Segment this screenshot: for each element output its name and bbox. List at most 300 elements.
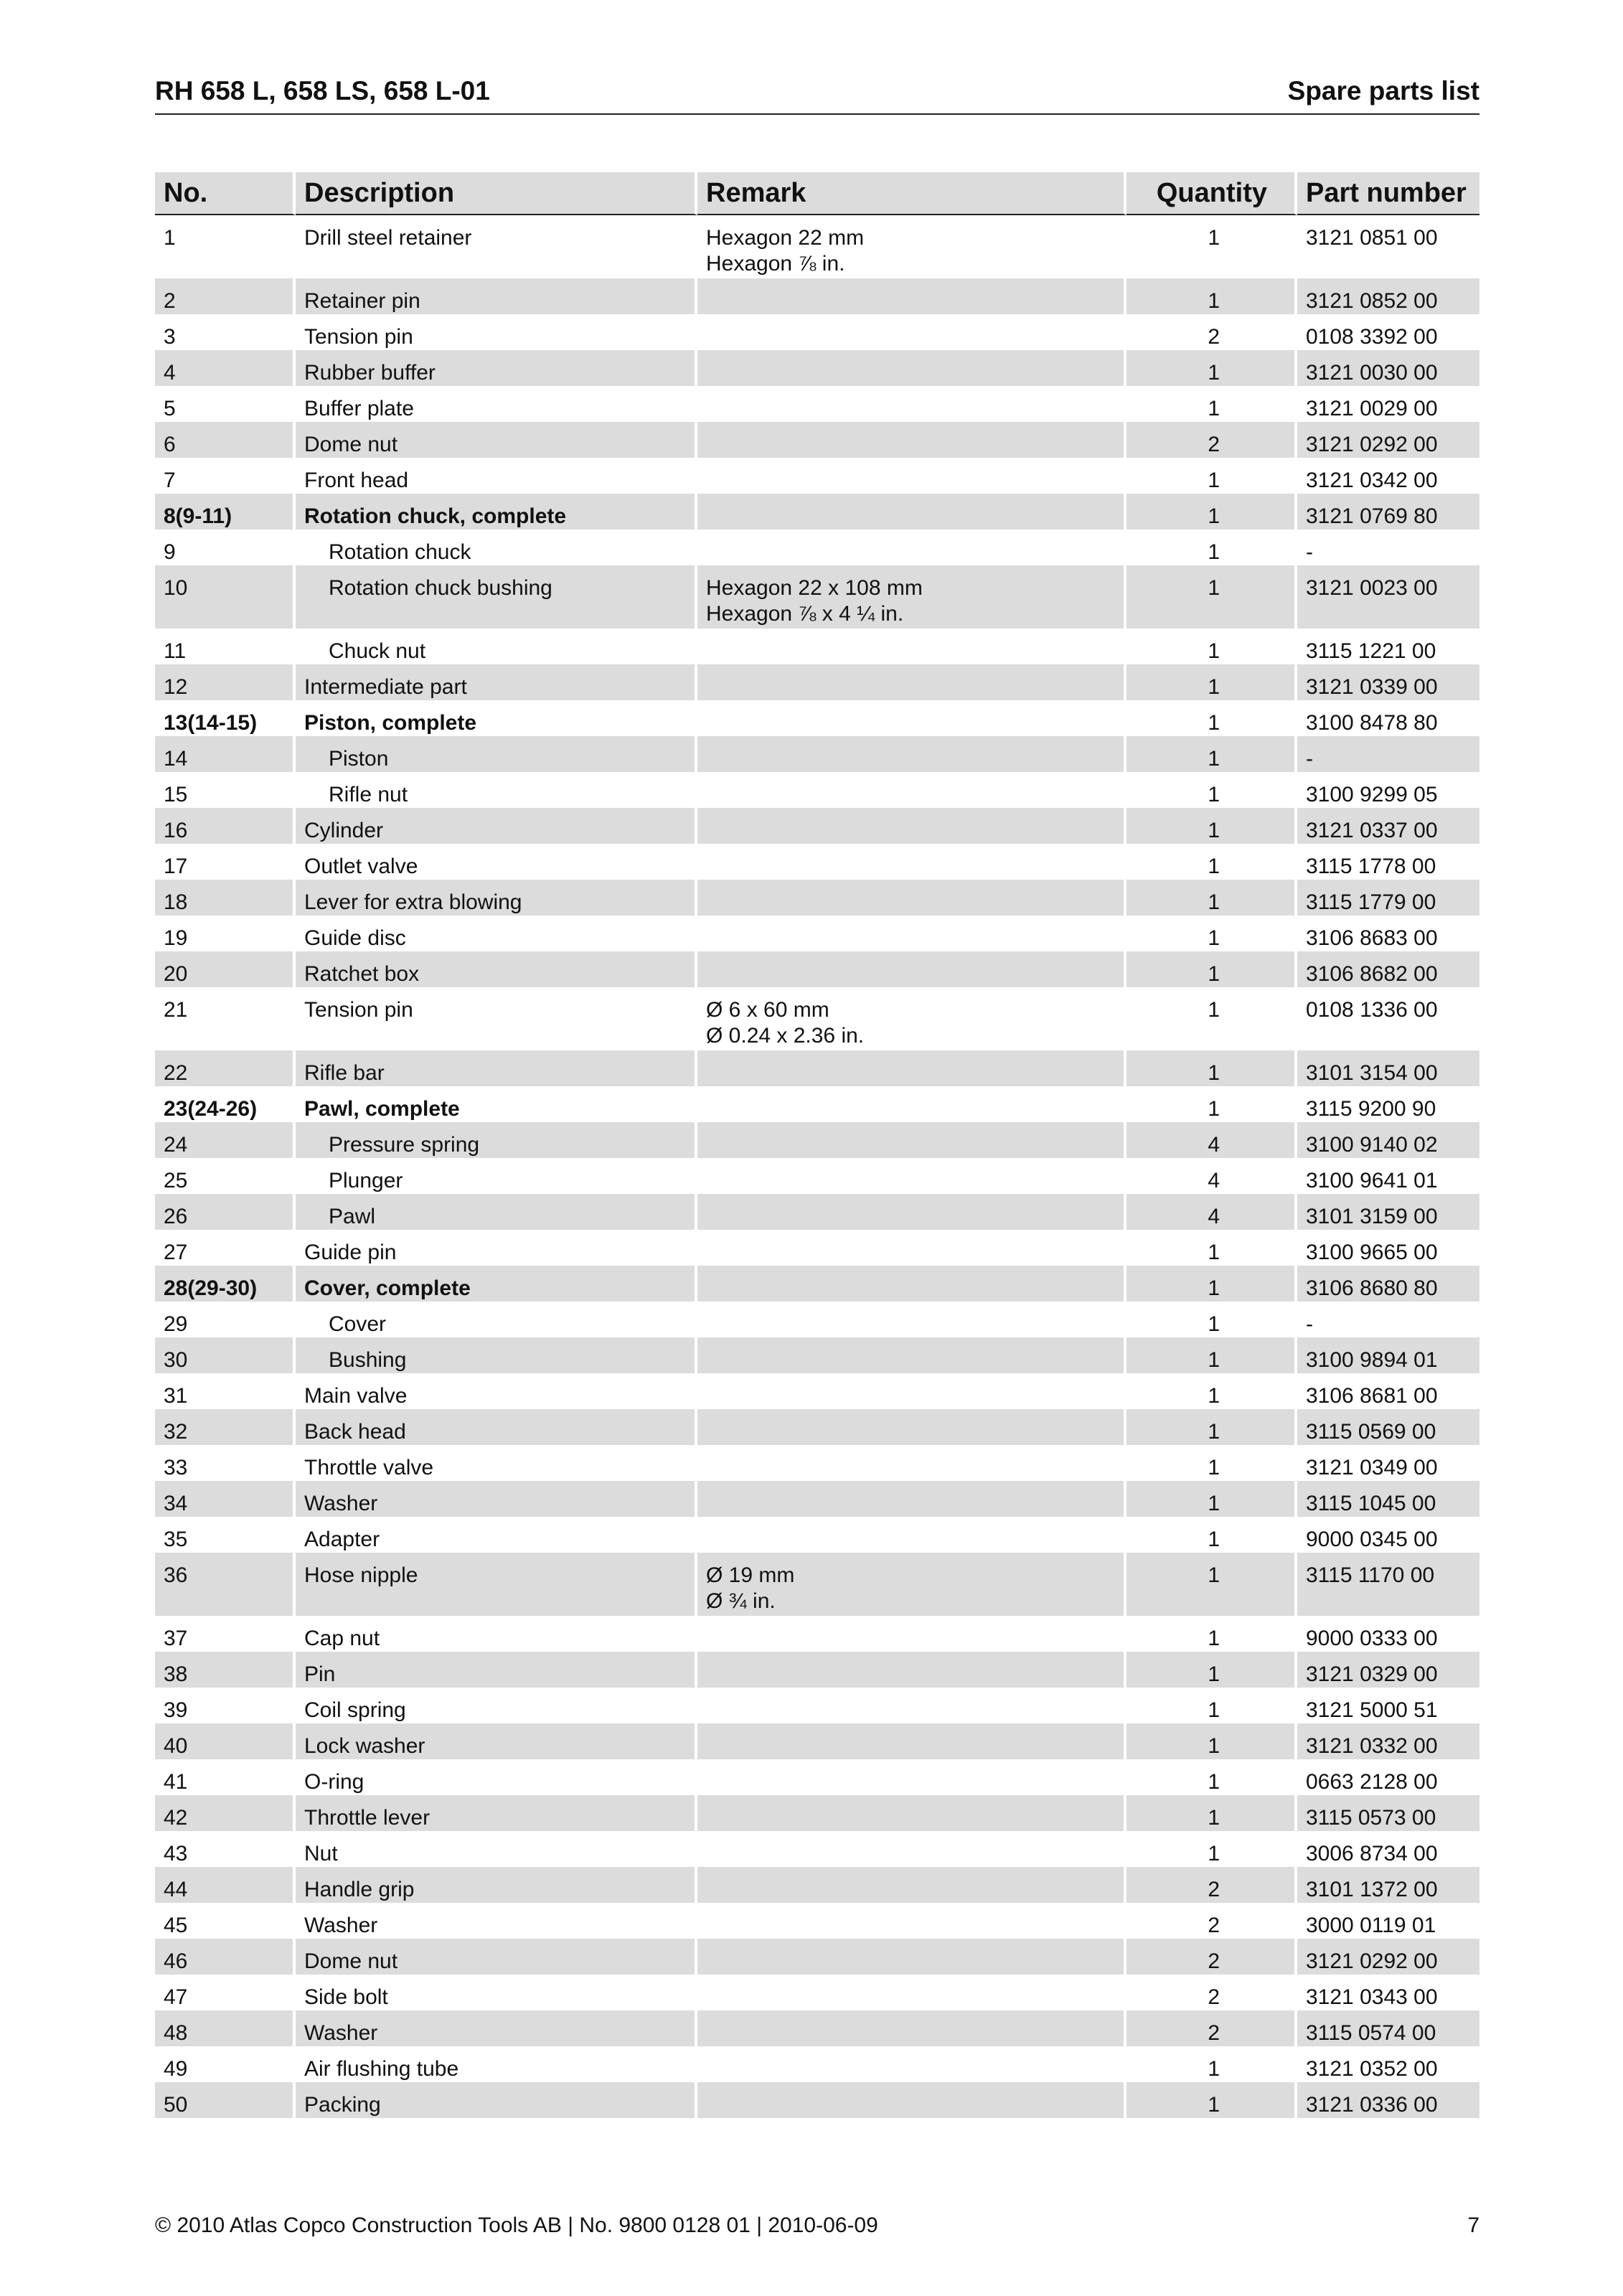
table-row [155,987,1479,1050]
description-text: Rifle bar [304,1061,385,1085]
table-row [155,808,1479,844]
cell-part-number: - [1306,540,1313,564]
cell-remark [697,1553,1126,1616]
column-header-part-number: Part number [1297,172,1479,215]
cell-no: 15 [155,772,296,808]
column-header-description: Description [296,172,697,215]
description-text: Guide disc [304,926,406,950]
cell-part-number: 3100 9641 01 [1306,1169,1438,1192]
table-row [155,916,1479,951]
cell-remark [697,314,1126,350]
cell-quantity: 1 [1126,494,1297,530]
cell-part-number: 9000 0333 00 [1306,1627,1438,1650]
cell-quantity: 1 [1126,1481,1297,1517]
cell-description [296,314,697,350]
cell-part-number: 3106 8683 00 [1306,926,1438,950]
cell-part-number: 3006 8734 00 [1306,1842,1438,1866]
description-text: Coil spring [304,1698,406,1722]
cell-quantity: 1 [1126,278,1297,314]
table-row [155,664,1479,700]
cell-no: 1 [155,215,296,278]
cell-quantity: 1 [1126,1445,1297,1481]
cell-part-number: 3106 8681 00 [1306,1384,1438,1408]
cell-description [296,422,697,458]
cell-remark [697,736,1126,772]
cell-remark [697,1230,1126,1266]
cell-part-number: 3121 0349 00 [1306,1456,1438,1479]
table-row [155,1867,1479,1903]
table-row [155,1688,1479,1723]
table-row [155,1122,1479,1158]
cell-remark [697,1723,1126,1759]
table-row [155,1616,1479,1652]
cell-no: 33 [155,1445,296,1481]
cell-description [296,1302,697,1337]
description-text: Main valve [304,1384,408,1408]
cell-remark [697,1158,1126,1194]
cell-no: 27 [155,1230,296,1266]
cell-quantity: 1 [1126,1759,1297,1795]
cell-part-number: 3121 0343 00 [1306,1985,1438,2009]
cell-description [296,386,697,422]
cell-remark [697,808,1126,844]
cell-remark [697,1867,1126,1903]
cell-part-number: 3101 3159 00 [1297,1194,1479,1230]
table-row [155,1553,1479,1616]
cell-part-number: 3115 1045 00 [1297,1481,1479,1517]
cell-description [296,215,697,278]
description-text: Air flushing tube [304,2057,459,2081]
cell-quantity: 1 [1126,1688,1297,1723]
cell-remark [697,215,1126,278]
cell-no: 2 [155,278,296,314]
cell-description [296,1975,697,2010]
cell-part-number: 3121 0852 00 [1297,278,1479,314]
cell-no: 29 [155,1302,296,1337]
cell-quantity: 1 [1126,844,1297,880]
cell-part-number: 3106 8682 00 [1297,951,1479,987]
table-row [155,2082,1479,2118]
cell-part-number: 3121 0342 00 [1306,469,1438,492]
table-row [155,1158,1479,1194]
cell-quantity: 1 [1126,1230,1297,1266]
cell-no: 40 [155,1723,296,1759]
cell-description [296,530,697,565]
cell-part-number: 3115 9200 90 [1306,1097,1436,1121]
cell-description [296,565,697,629]
cell-quantity: 1 [1126,350,1297,386]
cell-part-number: 3100 8478 80 [1306,711,1438,735]
cell-no: 7 [155,458,296,494]
description-text: Throttle lever [304,1806,431,1830]
remark-line: Ø ¾ in. [706,1589,776,1613]
cell-quantity: 1 [1126,386,1297,422]
cell-remark [697,1086,1126,1122]
table-row [155,2046,1479,2082]
cell-description [296,1517,697,1553]
description-text: Cap nut [304,1627,380,1650]
cell-description [296,1831,697,1867]
cell-quantity: 4 [1126,1158,1297,1194]
cell-part-number: 9000 0345 00 [1306,1528,1438,1551]
cell-quantity: 1 [1126,1086,1297,1122]
cell-part-number: 3115 1779 00 [1297,880,1479,916]
cell-no: 43 [155,1831,296,1867]
cell-no: 5 [155,386,296,422]
table-row [155,386,1479,422]
cell-description [296,1939,697,1975]
cell-quantity: 1 [1126,700,1297,736]
description-text: Retainer pin [304,289,420,313]
cell-quantity: 1 [1126,1337,1297,1373]
remark-line: Hexagon ⅞ in. [706,252,845,276]
cell-description [296,880,697,916]
cell-remark [697,494,1126,530]
cell-description [296,2046,697,2082]
cell-part-number: 3121 0851 00 [1306,226,1438,250]
description-text: Nut [304,1842,338,1866]
table-row [155,350,1479,386]
description-text: Cylinder [304,819,384,842]
table-row [155,1194,1479,1230]
cell-description [296,664,697,700]
table-row [155,1086,1479,1122]
cell-description [296,1050,697,1086]
cell-remark [697,1652,1126,1688]
cell-no: 16 [155,808,296,844]
table-row [155,700,1479,736]
description-text: Adapter [304,1528,380,1551]
description-text: Lock washer [304,1734,425,1758]
cell-remark [697,565,1126,629]
cell-part-number: 3121 0329 00 [1297,1652,1479,1688]
cell-remark [697,1481,1126,1517]
cell-part-number: 3100 9894 01 [1297,1337,1479,1373]
table-row [155,844,1479,880]
table-row [155,951,1479,987]
cell-part-number: 3121 0292 00 [1297,422,1479,458]
cell-no: 48 [155,2010,296,2046]
description-text: Drill steel retainer [304,226,472,250]
cell-description [296,844,697,880]
description-text: Front head [304,469,409,492]
cell-description [296,350,697,386]
page-footer [155,2213,1479,2238]
cell-description [296,1230,697,1266]
cell-description [296,1616,697,1652]
cell-remark [697,1050,1126,1086]
description-text: Dome nut [304,1949,398,1973]
cell-remark [697,1975,1126,2010]
table-row [155,1652,1479,1688]
cell-no: 26 [155,1194,296,1230]
description-text: Hose nipple [304,1563,418,1587]
cell-no: 20 [155,951,296,987]
cell-quantity: 1 [1126,987,1297,1050]
table-row [155,215,1479,278]
table-row [155,2010,1479,2046]
description-text: Plunger [329,1169,403,1192]
cell-remark [697,1266,1126,1302]
cell-remark [697,1445,1126,1481]
cell-no: 36 [155,1553,296,1616]
cell-quantity: 1 [1126,880,1297,916]
cell-no: 34 [155,1481,296,1517]
description-text: Tension pin [304,325,413,349]
cell-no: 46 [155,1939,296,1975]
description-text: Piston [329,747,389,771]
cell-part-number: 3121 0336 00 [1297,2082,1479,2118]
cell-quantity: 1 [1126,458,1297,494]
cell-no: 11 [155,629,296,664]
table-row [155,422,1479,458]
cell-part-number: 0108 1336 00 [1306,998,1438,1022]
description-text: Guide pin [304,1241,397,1264]
cell-no: 49 [155,2046,296,2082]
cell-no: 18 [155,880,296,916]
cell-no: 12 [155,664,296,700]
cell-no: 22 [155,1050,296,1086]
cell-remark [697,916,1126,951]
cell-no: 8(9-11) [155,494,296,530]
cell-remark [697,2046,1126,2082]
cell-part-number: 0108 3392 00 [1306,325,1438,349]
cell-quantity: 1 [1126,1616,1297,1652]
table-row [155,278,1479,314]
cell-part-number: 0663 2128 00 [1306,1770,1438,1794]
description-text: Pin [304,1662,336,1686]
footer-copyright: © 2010 Atlas Copco Construction Tools AB | No. 9800 0128 01 | 2010-06-09 [155,2213,878,2237]
description-text: Pawl, complete [304,1097,460,1121]
cell-no: 10 [155,565,296,629]
cell-part-number: 3121 0292 00 [1297,1939,1479,1975]
description-text: Side bolt [304,1985,388,2009]
description-text: Cover, complete [304,1276,471,1300]
description-text: Rotation chuck bushing [329,576,552,600]
cell-quantity: 1 [1126,772,1297,808]
description-text: Piston, complete [304,711,477,735]
cell-part-number: 3121 5000 51 [1306,1698,1438,1722]
cell-remark [697,1616,1126,1652]
cell-no: 17 [155,844,296,880]
table-row [155,1409,1479,1445]
cell-part-number: 3115 0574 00 [1297,2010,1479,2046]
remark-line: Ø 6 x 60 mm [706,998,829,1022]
description-text: Outlet valve [304,855,418,878]
cell-description [296,1481,697,1517]
cell-no: 25 [155,1158,296,1194]
cell-part-number: 3115 1170 00 [1297,1553,1479,1616]
remark-line: Ø 0.24 x 2.36 in. [706,1024,865,1048]
cell-description [296,1337,697,1373]
cell-remark [697,987,1126,1050]
cell-description [296,1652,697,1688]
cell-quantity: 1 [1126,951,1297,987]
cell-remark [697,1337,1126,1373]
cell-remark [697,1517,1126,1553]
cell-no: 24 [155,1122,296,1158]
table-row [155,530,1479,565]
description-text: Pressure spring [329,1133,480,1157]
cell-no: 31 [155,1373,296,1409]
cell-quantity: 1 [1126,1050,1297,1086]
cell-no: 38 [155,1652,296,1688]
cell-part-number: 3000 0119 01 [1306,1914,1436,1937]
table-row [155,458,1479,494]
remark-line: Hexagon 22 x 108 mm [706,576,923,600]
cell-remark [697,1939,1126,1975]
cell-no: 30 [155,1337,296,1373]
cell-remark [697,422,1126,458]
cell-part-number: 3115 0569 00 [1297,1409,1479,1445]
cell-remark [697,1831,1126,1867]
description-text: Rotation chuck, complete [304,504,567,528]
table-row [155,1795,1479,1831]
cell-description [296,278,697,314]
cell-quantity: 2 [1126,2010,1297,2046]
cell-remark [697,700,1126,736]
table-row [155,1302,1479,1337]
cell-part-number: 3121 0029 00 [1306,397,1438,420]
cell-description [296,1445,697,1481]
table-row [155,772,1479,808]
cell-part-number: 3121 0769 80 [1297,494,1479,530]
cell-no: 3 [155,314,296,350]
cell-quantity: 1 [1126,664,1297,700]
column-header-quantity: Quantity [1126,172,1297,215]
description-text: Intermediate part [304,675,467,699]
cell-part-number: 3100 9140 02 [1297,1122,1479,1158]
cell-quantity: 1 [1126,1795,1297,1831]
cell-remark [697,1409,1126,1445]
description-text: Washer [304,2021,378,2045]
table-row [155,565,1479,629]
table-row [155,1759,1479,1795]
cell-part-number: 3121 0030 00 [1297,350,1479,386]
cell-no: 23(24-26) [155,1086,296,1122]
cell-no: 50 [155,2082,296,2118]
cell-remark [697,951,1126,987]
cell-remark [697,458,1126,494]
cell-remark [697,772,1126,808]
cell-no: 19 [155,916,296,951]
cell-no: 41 [155,1759,296,1795]
description-text: O-ring [304,1770,364,1794]
cell-description [296,951,697,987]
description-text: Rubber buffer [304,361,436,385]
description-text: Tension pin [304,998,413,1022]
spare-parts-table [155,172,1479,2118]
page-header [155,72,1479,115]
cell-quantity: 1 [1126,1302,1297,1337]
table-row [155,629,1479,664]
cell-description [296,987,697,1050]
description-text: Throttle valve [304,1456,434,1479]
cell-quantity: 1 [1126,1517,1297,1553]
description-text: Washer [304,1914,378,1937]
cell-description [296,1723,697,1759]
cell-quantity: 1 [1126,565,1297,629]
cell-quantity: 1 [1126,1652,1297,1688]
cell-no: 39 [155,1688,296,1723]
cell-quantity: 1 [1126,2082,1297,2118]
cell-quantity: 2 [1126,1939,1297,1975]
cell-quantity: 1 [1126,629,1297,664]
cell-remark [697,530,1126,565]
cell-description [296,1266,697,1302]
table-row [155,1337,1479,1373]
cell-description [296,1409,697,1445]
remark-line: Hexagon ⅞ x 4 ¼ in. [706,602,904,626]
cell-part-number: 3115 1221 00 [1306,639,1436,663]
cell-description [296,1194,697,1230]
cell-part-number: 3121 0352 00 [1306,2057,1438,2081]
cell-part-number: 3100 9299 05 [1306,783,1438,806]
cell-remark [697,664,1126,700]
cell-no: 42 [155,1795,296,1831]
table-row [155,1939,1479,1975]
cell-part-number: 3121 0332 00 [1297,1723,1479,1759]
cell-description [296,1553,697,1616]
cell-remark [697,844,1126,880]
cell-description [296,1867,697,1903]
description-text: Packing [304,2093,381,2117]
cell-no: 37 [155,1616,296,1652]
remark-line: Ø 19 mm [706,1563,795,1587]
description-text: Lever for extra blowing [304,890,522,914]
table-row [155,1050,1479,1086]
cell-remark [697,1903,1126,1939]
cell-description [296,1373,697,1409]
table-header-row [155,172,1479,215]
table-row [155,1517,1479,1553]
cell-part-number: 3115 0573 00 [1297,1795,1479,1831]
table-row [155,314,1479,350]
table-row [155,1975,1479,2010]
description-text: Dome nut [304,433,398,456]
cell-remark [697,1795,1126,1831]
cell-quantity: 1 [1126,736,1297,772]
cell-quantity: 1 [1126,1373,1297,1409]
cell-no: 44 [155,1867,296,1903]
cell-part-number: 3101 3154 00 [1297,1050,1479,1086]
description-text: Chuck nut [329,639,426,663]
cell-description [296,1903,697,1939]
cell-remark [697,2082,1126,2118]
description-text: Handle grip [304,1878,415,1901]
cell-quantity: 1 [1126,215,1297,278]
cell-quantity: 1 [1126,1553,1297,1616]
description-text: Buffer plate [304,397,414,420]
cell-no: 28(29-30) [155,1266,296,1302]
cell-remark [697,2010,1126,2046]
cell-no: 9 [155,530,296,565]
cell-remark [697,880,1126,916]
cell-description [296,772,697,808]
table-row [155,736,1479,772]
cell-no: 45 [155,1903,296,1939]
cell-part-number: 3106 8680 80 [1297,1266,1479,1302]
cell-part-number: 3121 0023 00 [1297,565,1479,629]
cell-remark [697,1759,1126,1795]
cell-no: 14 [155,736,296,772]
cell-part-number: 3100 9665 00 [1306,1241,1438,1264]
table-body [155,215,1479,2118]
column-header-remark: Remark [697,172,1126,215]
cell-no: 35 [155,1517,296,1553]
table-row [155,1373,1479,1409]
cell-part-number: 3101 1372 00 [1297,1867,1479,1903]
